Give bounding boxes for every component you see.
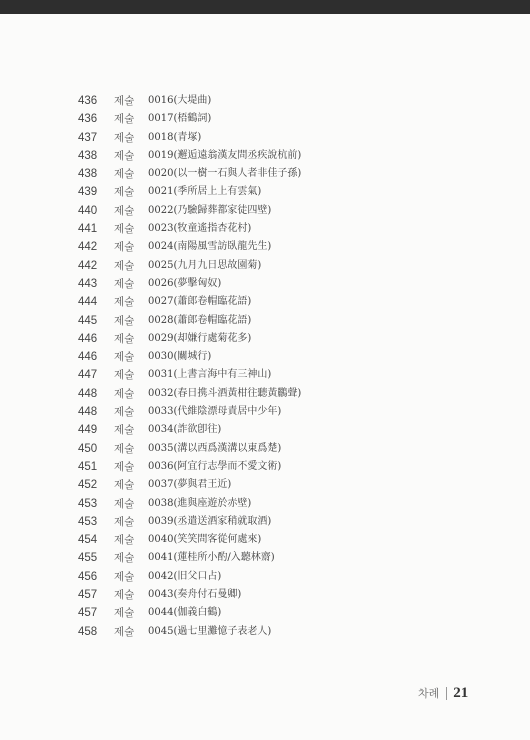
entry-title: 0035(溝以西爲漢溝以東爲楚) (148, 442, 282, 454)
entry-page-number: 440 (78, 204, 98, 217)
entry-page-number: 450 (78, 442, 98, 455)
entry-title: 0041(蓮桂所小酌/入聽林齋) (148, 552, 275, 564)
entry-label: 제술 (114, 369, 135, 382)
toc-entry (78, 549, 498, 567)
toc-entry (78, 366, 498, 384)
entry-page-number: 453 (78, 515, 98, 528)
entry-page-number: 442 (78, 241, 98, 254)
entry-title: 0043(奏舟付石曼卿) (148, 589, 242, 601)
entry-label: 제술 (114, 479, 135, 492)
toc-entry (78, 293, 498, 311)
toc-entry (78, 403, 498, 421)
toc-entry (78, 476, 498, 494)
toc-entry (78, 238, 498, 256)
entry-page-number: 457 (78, 589, 98, 602)
entry-label: 제술 (114, 387, 135, 400)
toc-entry (78, 202, 498, 220)
entry-title: 0022(乃驗歸葬都家徒四壁) (148, 204, 272, 216)
entry-label: 제술 (114, 460, 135, 473)
entry-title: 0033(代維陰漂母責居中少年) (148, 406, 282, 418)
entry-title: 0028(蕭郎卷帽臨花語) (148, 314, 252, 326)
entry-label: 제술 (114, 296, 135, 309)
toc-entry (78, 495, 498, 513)
entry-label: 제술 (114, 332, 135, 345)
toc-entry (78, 183, 498, 201)
page-footer (418, 683, 468, 703)
entry-title: 0027(蕭郎卷帽臨花語) (148, 296, 252, 308)
toc-entry (78, 440, 498, 458)
toc-entry (78, 348, 498, 366)
entry-label: 제술 (114, 607, 135, 620)
entry-page-number: 448 (78, 387, 98, 400)
entry-label: 제술 (114, 589, 135, 602)
toc-entry (78, 312, 498, 330)
toc-entry (78, 257, 498, 275)
entry-title: 0032(春日携斗酒黃柑往聽黃鸝聲) (148, 387, 302, 399)
entry-page-number: 438 (78, 149, 98, 162)
toc-entry (78, 586, 498, 604)
entry-page-number: 439 (78, 186, 98, 199)
entry-page-number: 456 (78, 570, 98, 583)
entry-page-number: 446 (78, 351, 98, 364)
entry-title: 0034(詐欲卽往) (148, 424, 222, 436)
toc-entry (78, 275, 498, 293)
entry-page-number: 442 (78, 259, 98, 272)
entry-label: 제술 (114, 351, 135, 364)
entry-title: 0042(旧父口占) (148, 570, 222, 582)
entry-page-number: 438 (78, 168, 98, 181)
entry-label: 제술 (114, 406, 135, 419)
entry-title: 0025(九月九日思故園菊) (148, 259, 262, 271)
entry-title: 0044(伽義白鶴) (148, 607, 222, 619)
entry-page-number: 452 (78, 479, 98, 492)
entry-page-number: 444 (78, 296, 98, 309)
entry-page-number: 457 (78, 607, 98, 620)
entry-label: 제술 (114, 625, 135, 638)
toc-entry (78, 458, 498, 476)
entry-title: 0029(却嫌行處菊花多) (148, 332, 252, 344)
entry-label: 제술 (114, 186, 135, 199)
entry-title: 0045(過七里灘憶子表老人) (148, 625, 272, 637)
entry-label: 제술 (114, 223, 135, 236)
entry-label: 제술 (114, 241, 135, 254)
entry-title: 0038(進與座遊於赤壁) (148, 497, 252, 509)
entry-label: 제술 (114, 424, 135, 437)
toc-entry (78, 568, 498, 586)
entry-label: 제술 (114, 168, 135, 181)
toc-entry (78, 531, 498, 549)
entry-label: 제술 (114, 113, 135, 126)
entry-label: 제술 (114, 259, 135, 272)
entry-title: 0039(丞遣送酒家稍就取酒) (148, 515, 272, 527)
entry-title: 0016(大堤曲) (148, 95, 212, 106)
entry-page-number: 448 (78, 406, 98, 419)
entry-title: 0036(阿宜行志學而不愛文術) (148, 460, 282, 472)
toc-entry (78, 147, 498, 165)
toc-entry (78, 220, 498, 238)
entry-page-number: 455 (78, 552, 98, 565)
toc-entry (78, 513, 498, 531)
entry-label: 제술 (114, 442, 135, 455)
entry-label: 제술 (114, 497, 135, 510)
entry-page-number: 458 (78, 625, 98, 638)
entry-page-number: 443 (78, 277, 98, 290)
entry-label: 제술 (114, 204, 135, 217)
entry-page-number: 446 (78, 332, 98, 345)
toc-entry (78, 330, 498, 348)
entry-label: 제술 (114, 95, 135, 107)
entry-title: 0024(南陽風雪訪臥龍先生) (148, 241, 272, 253)
entry-title: 0017(梧鶴詞) (148, 113, 212, 125)
entry-page-number: 445 (78, 314, 98, 327)
entry-label: 제술 (114, 570, 135, 583)
entry-page-number: 437 (78, 131, 98, 144)
toc-entry (78, 421, 498, 439)
entry-title: 0026(夢擊匈奴) (148, 277, 222, 289)
entry-page-number: 436 (78, 113, 98, 126)
entry-page-number: 436 (78, 95, 98, 107)
entry-page-number: 451 (78, 460, 98, 473)
toc-entry (78, 92, 498, 110)
entry-label: 제술 (114, 515, 135, 528)
footer-section-label: 차례 (418, 687, 440, 700)
footer-divider (446, 687, 447, 700)
entry-page-number: 454 (78, 534, 98, 547)
entry-title: 0019(邂逅遠翁漢友問丞疾說杭前) (148, 149, 302, 161)
toc-entry (78, 623, 498, 641)
entry-page-number: 453 (78, 497, 98, 510)
entry-label: 제술 (114, 149, 135, 162)
entry-label: 제술 (114, 314, 135, 327)
top-edge-bar (0, 0, 530, 14)
entry-title: 0023(牧童遙指杏花村) (148, 223, 252, 235)
table-of-contents (78, 92, 498, 641)
entry-label: 제술 (114, 534, 135, 547)
footer-page-number: 21 (453, 684, 469, 701)
entry-page-number: 441 (78, 223, 98, 236)
entry-title: 0021(季所居上上有雲氣) (148, 186, 262, 198)
toc-entry (78, 385, 498, 403)
entry-title: 0030(關城行) (148, 351, 212, 363)
entry-title: 0040(笑笑問客從何處來) (148, 534, 262, 546)
entry-title: 0037(夢與君王近) (148, 479, 232, 491)
entry-title: 0018(青塚) (148, 131, 202, 143)
toc-entry (78, 110, 498, 128)
entry-title: 0020(以一樹一石與人者非佳子孫) (148, 168, 302, 180)
entry-label: 제술 (114, 277, 135, 290)
toc-entry (78, 165, 498, 183)
toc-entry (78, 604, 498, 622)
entry-label: 제술 (114, 552, 135, 565)
entry-title: 0031(上書言海中有三神山) (148, 369, 272, 381)
entry-label: 제술 (114, 131, 135, 144)
entry-page-number: 449 (78, 424, 98, 437)
entry-page-number: 447 (78, 369, 98, 382)
toc-entry (78, 129, 498, 147)
